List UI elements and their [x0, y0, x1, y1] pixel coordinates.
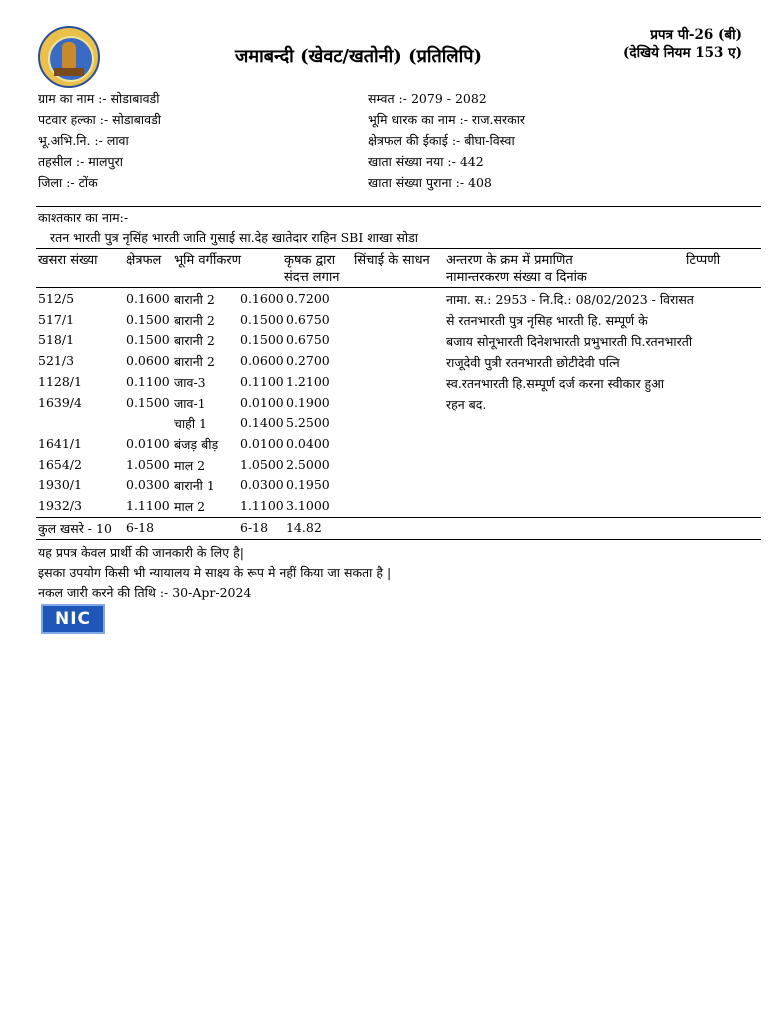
- khasra-cell: 1932/3: [38, 498, 82, 513]
- khasra-cell: 517/1: [38, 311, 75, 327]
- disclaimer-1: यह प्रपत्र केवल प्रार्थी की जानकारी के लिए है|: [38, 545, 244, 560]
- classification-cell: जाव-1: [174, 395, 206, 411]
- document-title: जमाबन्दी (खेवट/खतोनी) (प्रतिलिपि): [235, 46, 483, 67]
- area-cell: 0.1500: [126, 394, 170, 410]
- classification-cell: बारानी 2: [174, 333, 215, 349]
- rent-cell: 0.1900: [286, 394, 330, 410]
- area-cell: 0.0300: [126, 477, 170, 493]
- khasra-cell: 512/5: [38, 291, 75, 306]
- disclaimer-2: इसका उपयोग किसी भी न्यायालय मे साक्ष्य के रूप मे नहीं किया जा सकता है |: [38, 565, 392, 580]
- khasra-cell: 1128/1: [38, 373, 82, 389]
- classification-cell: माल 2: [174, 457, 206, 473]
- header-classification: भूमि वर्गीकरण: [174, 253, 242, 268]
- class-area-cell: 1.1100: [240, 498, 284, 513]
- area-cell: 1.1100: [126, 498, 170, 513]
- rent-cell: 3.1000: [286, 498, 330, 513]
- rajasthan-emblem-logo: [38, 26, 100, 88]
- cultivator-name: रतन भारती पुत्र नृसिंह भारती जाति गुसाई सा.देह खातेदार राहिन SBI शाखा सोडा: [50, 230, 419, 245]
- header-khasra: खसरा संख्या: [38, 253, 98, 268]
- class-area-cell: 1.0500: [240, 456, 284, 472]
- area-cell: 1.0500: [126, 456, 170, 472]
- samvat: सम्वत :- 2079 - 2082: [368, 91, 487, 106]
- rent-cell: 0.6750: [286, 311, 330, 327]
- khasra-cell: 521/3: [38, 353, 75, 369]
- divider: [36, 517, 761, 518]
- rent-cell: 0.6750: [286, 332, 330, 348]
- classification-cell: बारानी 1: [174, 478, 215, 494]
- class-area-cell: 0.1500: [240, 332, 284, 348]
- rent-cell: 0.7200: [286, 291, 330, 306]
- khasra-cell: 518/1: [38, 332, 75, 348]
- form-number: प्रपत्र पी-26 (बी): [650, 27, 742, 43]
- header-irrigation: सिंचाई के साधन: [354, 253, 430, 268]
- class-area-cell: 0.1100: [240, 373, 284, 389]
- class-area-cell: 0.0100: [240, 394, 284, 410]
- patwar-circle: पटवार हल्का :- सोडाबावडी: [38, 112, 162, 127]
- divider: [36, 287, 761, 288]
- village-name: ग्राम का नाम :- सोडाबावडी: [38, 91, 160, 106]
- classification-cell: बंजड़ बीड़: [174, 436, 219, 452]
- district: जिला :- टोंक: [38, 175, 98, 190]
- khasra-cell: 1639/4: [38, 394, 82, 410]
- class-area-cell: 0.0100: [240, 435, 284, 451]
- class-area-cell: 0.0300: [240, 477, 284, 493]
- classification-cell: बारानी 2: [174, 292, 215, 307]
- tehsil: तहसील :- मालपुरा: [38, 154, 123, 169]
- header-area: क्षेत्रफल: [126, 253, 162, 268]
- classification-cell: माल 2: [174, 499, 206, 514]
- form-number-block: [623, 26, 742, 62]
- area-unit: क्षेत्रफल की ईकाई :- बीघा-विस्वा: [368, 133, 515, 148]
- classification-cell: जाव-3: [174, 374, 206, 390]
- total-class-area: 6-18: [240, 520, 269, 535]
- khasra-cell: 1930/1: [38, 477, 82, 493]
- class-area-cell: 0.1400: [240, 415, 284, 431]
- divider: [36, 539, 761, 540]
- total-rent: 14.82: [286, 520, 322, 535]
- transfer-note-line: बजाय सोनूभारती दिनेशभारती प्रभुभारती पि.रतनभारती: [446, 334, 693, 349]
- transfer-note-line: राजूदेवी पुत्री रतनभारती छोटीदेवी पत्नि: [446, 355, 620, 370]
- cultivator-label: काश्तकार का नाम:-: [38, 210, 129, 225]
- rent-cell: 5.2500: [286, 415, 330, 431]
- rent-cell: 1.2100: [286, 373, 330, 389]
- land-holder: भूमि धारक का नाम :- राज.सरकार: [368, 112, 526, 127]
- total-label: कुल खसरे - 10: [38, 521, 112, 536]
- rent-cell: 2.5000: [286, 456, 330, 472]
- divider: [36, 206, 761, 207]
- transfer-note-line: स्व.रतनभारती हि.सम्पूर्ण दर्ज करना स्वीकार हुआ: [446, 376, 664, 391]
- header-transfer-2: नामान्तरकरण संख्या व दिनांक: [446, 270, 587, 285]
- rent-cell: 0.1950: [286, 477, 330, 493]
- khasra-cell: 1641/1: [38, 435, 82, 451]
- area-cell: 0.0100: [126, 435, 170, 451]
- transfer-note-line: से रतनभारती पुत्र नृसिह भारती हि. सम्पूर्ण के: [446, 313, 648, 328]
- area-cell: 0.0600: [126, 353, 170, 369]
- form-rule: (देखिये नियम 153 ए): [623, 45, 742, 61]
- khata-old: खाता संख्या पुराना :- 408: [368, 175, 492, 190]
- transfer-note-line: रहन बद.: [446, 397, 487, 412]
- nic-logo: NIC: [41, 604, 105, 634]
- total-area: 6-18: [126, 520, 155, 535]
- header-remarks: टिप्पणी: [686, 253, 721, 268]
- header-transfer-1: अन्तरण के क्रम में प्रमाणित: [446, 253, 573, 268]
- header-rent-1: कृषक द्वारा: [284, 253, 336, 268]
- area-cell: 0.1500: [126, 311, 170, 327]
- rent-cell: 0.0400: [286, 435, 330, 451]
- area-cell: 0.1100: [126, 373, 170, 389]
- area-cell: 0.1600: [126, 291, 170, 306]
- class-area-cell: 0.1600: [240, 291, 284, 306]
- divider: [36, 248, 761, 249]
- land-record-inspector: भू.अभि.नि. :- लावा: [38, 133, 129, 148]
- class-area-cell: 0.0600: [240, 353, 284, 369]
- issue-date: नकल जारी करने की तिथि :- 30-Apr-2024: [38, 585, 252, 600]
- header-rent-2: संदत्त लगान: [284, 270, 340, 285]
- classification-cell: बारानी 2: [174, 312, 215, 328]
- classification-cell: बारानी 2: [174, 354, 215, 370]
- transfer-note-line: नामा. स.: 2953 - नि.दि.: 08/02/2023 - विरासत: [446, 292, 694, 307]
- khasra-cell: 1654/2: [38, 456, 82, 472]
- classification-cell: चाही 1: [174, 416, 207, 432]
- rent-cell: 0.2700: [286, 353, 330, 369]
- area-cell: 0.1500: [126, 332, 170, 348]
- khata-new: खाता संख्या नया :- 442: [368, 154, 484, 169]
- class-area-cell: 0.1500: [240, 311, 284, 327]
